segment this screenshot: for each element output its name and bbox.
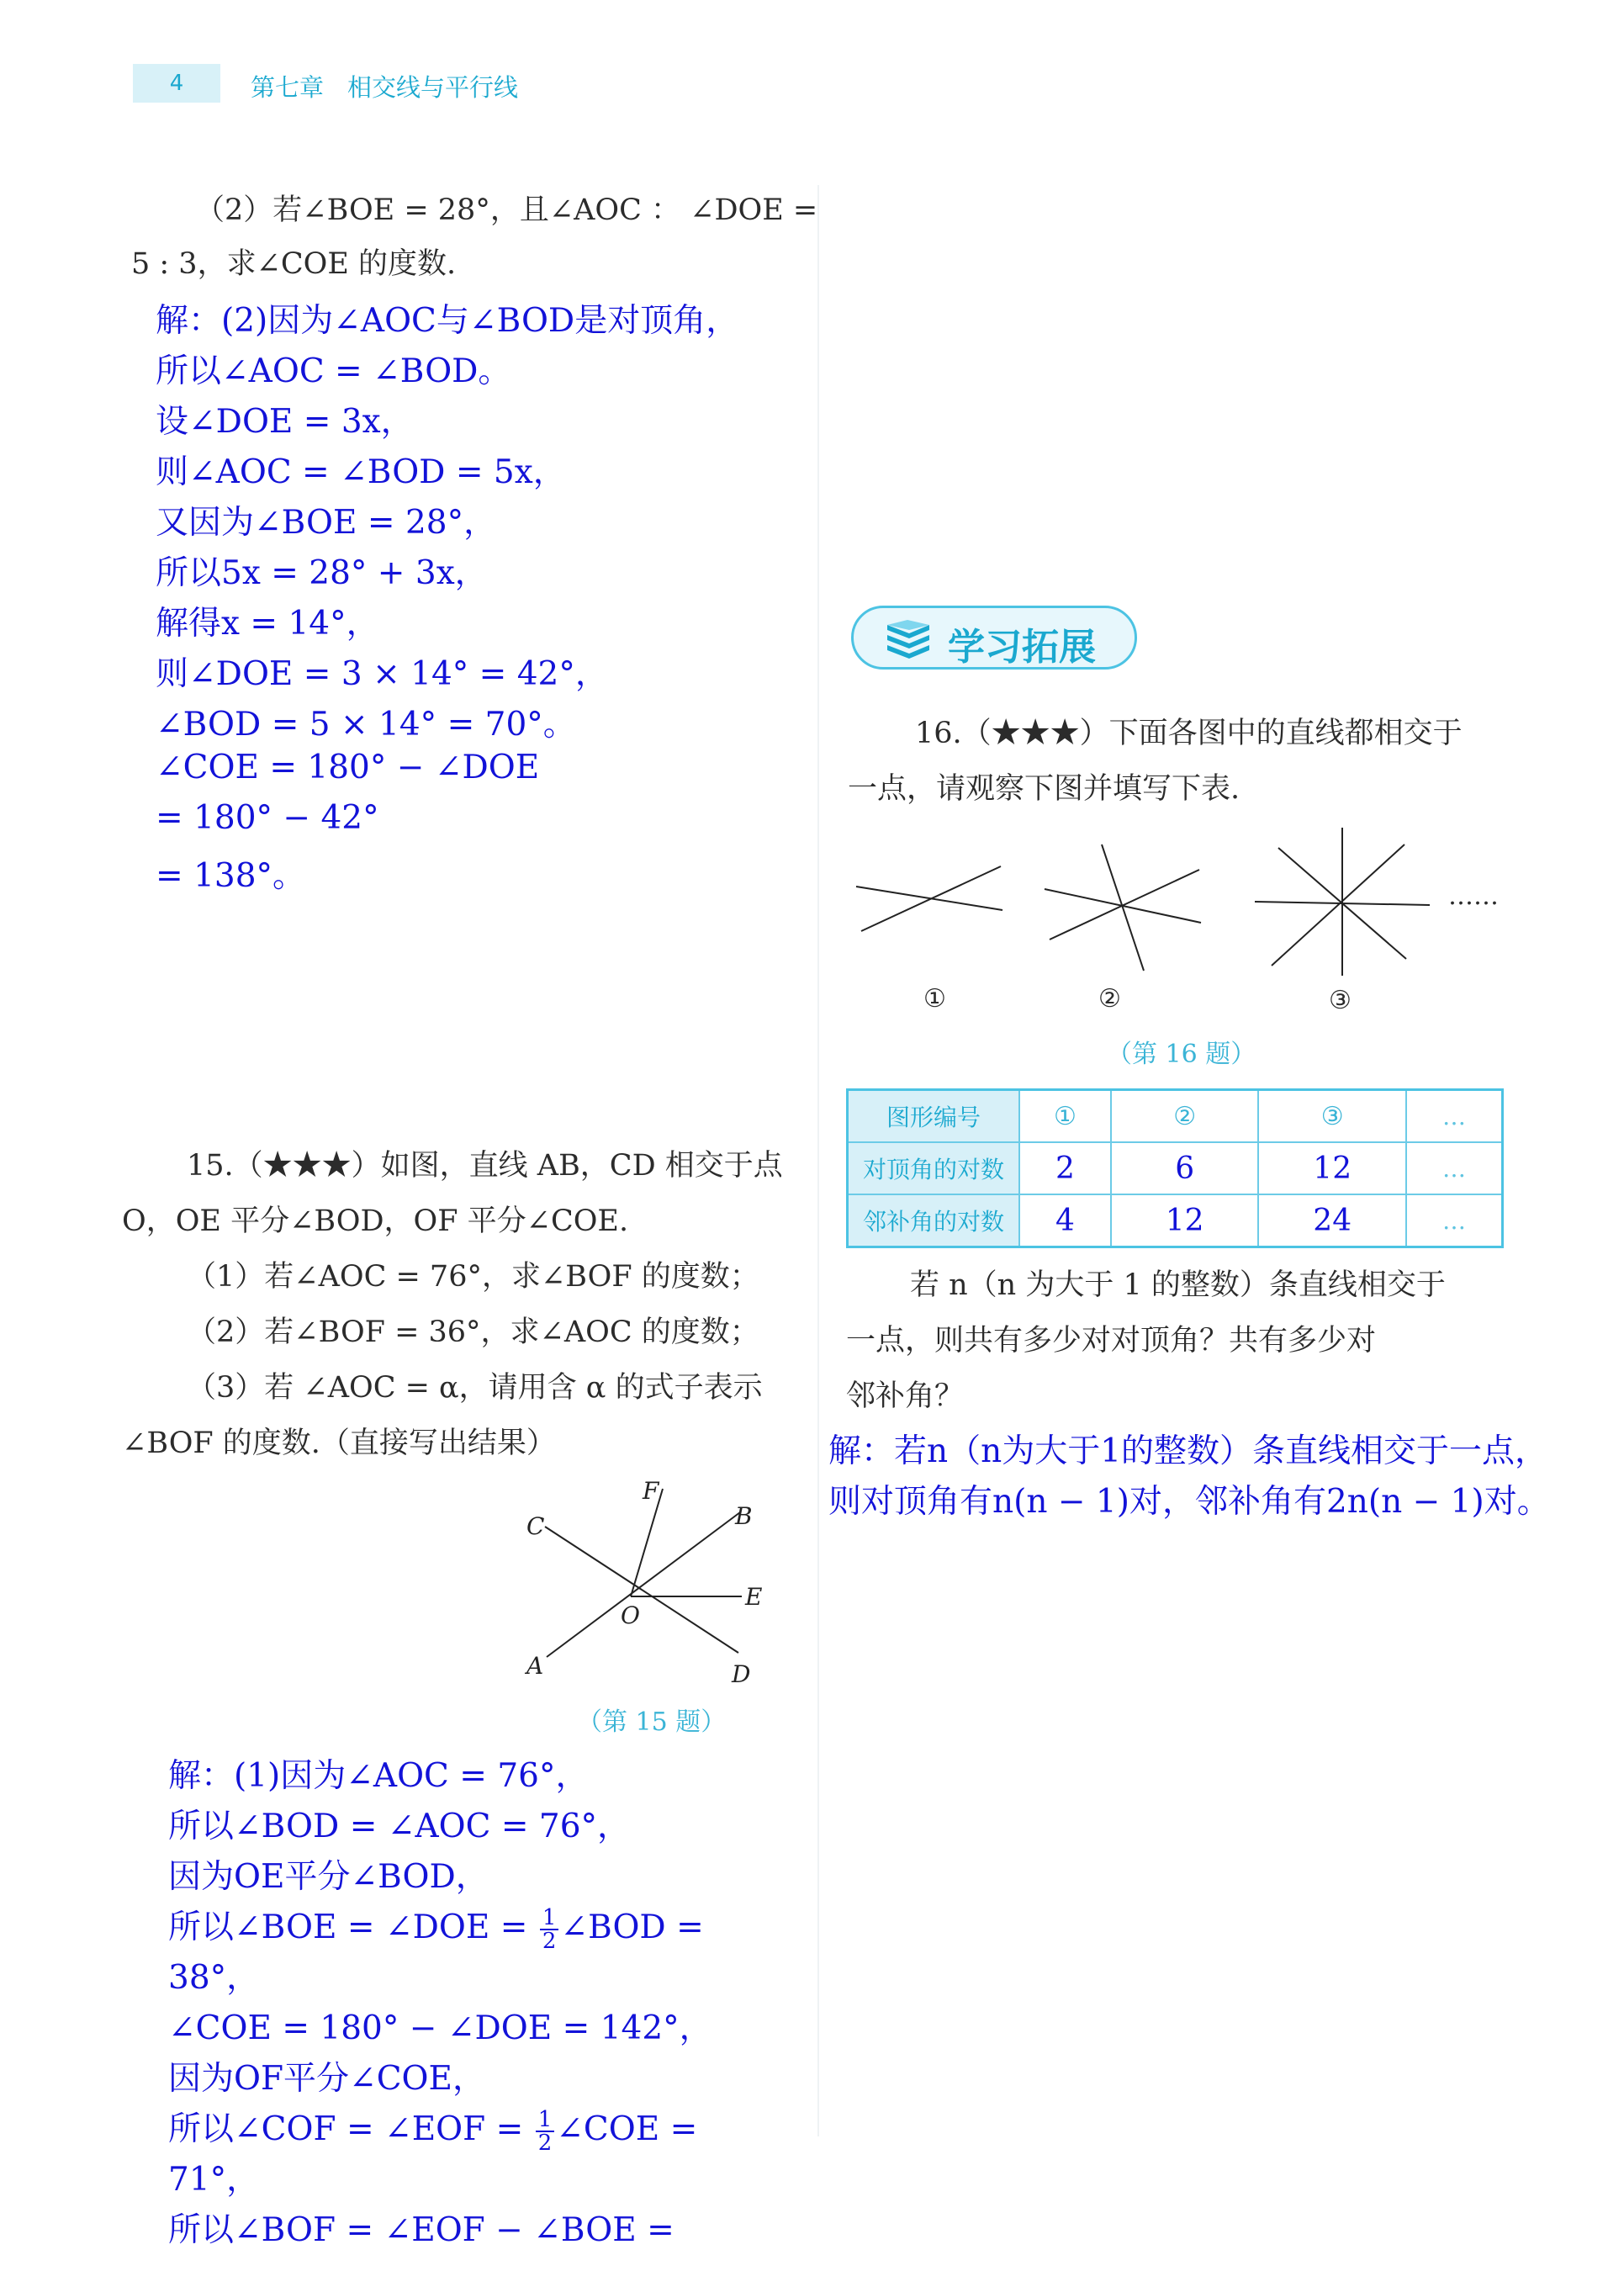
label-c: C <box>526 1512 545 1540</box>
table-row-label: 对顶角的对数 <box>848 1142 1020 1194</box>
q16-caption: （第 16 题） <box>1107 1040 1256 1069</box>
table-header-cell: ① <box>1019 1090 1111 1143</box>
q16-answer-line2: 则对顶角有n(n − 1)对，邻补角有2n(n − 1)对。 <box>828 1483 1550 1521</box>
q15-solution-text: ∠COE = <box>556 2110 698 2148</box>
fraction-denominator: 2 <box>542 1929 557 1954</box>
q14-solution-line: = 180° − 42° <box>156 799 379 837</box>
q15-figure <box>505 1464 774 1691</box>
figure-label-2: ② <box>1098 984 1121 1014</box>
figure-1 <box>856 866 1002 931</box>
q14-solution-line: 所以5x = 28° + 3x， <box>156 554 488 592</box>
fraction-denominator: 2 <box>537 2131 553 2156</box>
q15-line2: O，OE 平分∠BOD，OF 平分∠COE. <box>122 1204 629 1238</box>
banner-title: 学习拓展 <box>948 626 1096 669</box>
q16-line1: 16.（★★★）下面各图中的直线都相交于 <box>915 717 1463 750</box>
table-cell: 12 <box>1111 1194 1259 1247</box>
figure-label-3: ③ <box>1329 986 1352 1015</box>
fraction-half <box>540 1907 559 1952</box>
q15-solution-line: 所以∠BOD = ∠AOC = 76°， <box>168 1808 631 1845</box>
q15-part3-line1: （3）若 ∠AOC = α，请用含 α 的式子表示 <box>187 1371 763 1405</box>
q14-prompt-line2: 5 : 3，求∠COE 的度数. <box>131 247 457 281</box>
figure-label-1: ① <box>923 984 946 1014</box>
q15-solution-line: 因为OF平分∠COE， <box>168 2060 485 2098</box>
label-e: E <box>745 1583 763 1611</box>
q16-follow-line3: 邻补角？ <box>846 1379 965 1413</box>
q14-prompt-line1: （2）若∠BOE = 28°，且∠AOC ： ∠DOE = <box>195 193 818 227</box>
q14-solution-line: 设∠DOE = 3x， <box>156 403 414 441</box>
section-banner <box>851 606 1137 670</box>
table-header-cell: ② <box>1111 1090 1259 1143</box>
column-divider <box>817 185 819 2136</box>
chapter-header <box>251 69 518 103</box>
q14-solution-line: ∠BOD = 5 × 14° = 70°。 <box>156 706 576 744</box>
chapter-title: 相交线与平行线 <box>347 73 519 102</box>
q15-part1: （1）若∠AOC = 76°，求∠BOF 的度数； <box>187 1260 759 1294</box>
figure-3 <box>1255 828 1430 976</box>
fraction-half <box>536 2109 555 2154</box>
label-d: D <box>732 1660 751 1688</box>
table-header-cell: ③ <box>1258 1090 1406 1143</box>
table-cell: 6 <box>1111 1142 1259 1194</box>
q16-line2: 一点，请观察下图并填写下表. <box>848 772 1240 806</box>
q15-solution-line: 71°， <box>168 2161 260 2199</box>
q16-table <box>846 1088 1504 1248</box>
table-row <box>848 1142 1503 1194</box>
table-cell: 2 <box>1019 1142 1111 1194</box>
q15-caption: （第 15 题） <box>577 1707 727 1737</box>
q15-solution-line: 解：(1)因为∠AOC = 76°， <box>168 1757 589 1795</box>
table-header-row <box>848 1090 1503 1143</box>
table-header-cell: … <box>1406 1090 1503 1143</box>
q15-solution-line: 38°， <box>168 1959 260 1997</box>
q14-solution-line: 解：(2)因为∠AOC与∠BOD是对顶角， <box>156 302 739 340</box>
q14-solution-line: 则∠DOE = 3 × 14° = 42°， <box>156 655 608 693</box>
figure-ellipsis: …… <box>1448 881 1499 911</box>
q15-solution-line: 因为OE平分∠BOD， <box>168 1858 489 1896</box>
page-number: 4 <box>133 64 220 103</box>
label-o: O <box>621 1601 640 1629</box>
chapter-number: 第七章 <box>251 73 325 102</box>
q15-part3-line2: ∠BOF 的度数.（直接写出结果） <box>122 1427 556 1460</box>
label-a: A <box>526 1652 544 1680</box>
table-cell: 12 <box>1258 1142 1406 1194</box>
q15-solution-line <box>168 1901 704 1952</box>
q14-solution-line: 解得x = 14°， <box>156 605 379 643</box>
q15-solution-line: 所以∠BOF = ∠EOF − ∠BOE = <box>168 2211 674 2249</box>
table-cell: … <box>1406 1142 1503 1194</box>
q14-solution-line: 则∠AOC = ∠BOD = 5x， <box>156 453 566 491</box>
ray-of <box>631 1489 663 1596</box>
q15-solution-line <box>168 2103 697 2154</box>
table-header-cell: 图形编号 <box>848 1090 1020 1143</box>
q15-part2: （2）若∠BOF = 36°，求∠AOC 的度数； <box>187 1315 759 1349</box>
q16-answer-line1: 解：若n（n为大于1的整数）条直线相交于一点， <box>828 1432 1548 1470</box>
table-cell: 24 <box>1258 1194 1406 1247</box>
q16-follow-line1: 若 n（n 为大于 1 的整数）条直线相交于 <box>910 1268 1446 1302</box>
table-row <box>848 1194 1503 1247</box>
fraction-numerator: 1 <box>540 1907 559 1930</box>
books-icon <box>884 620 933 659</box>
table-row-label: 邻补角的对数 <box>848 1194 1020 1247</box>
q15-line1: 15.（★★★）如图，直线 AB，CD 相交于点 <box>187 1149 783 1183</box>
q14-solution-line: ∠COE = 180° − ∠DOE <box>156 749 540 786</box>
q15-solution-text: 所以∠BOE = ∠DOE = <box>168 1908 538 1946</box>
table-cell: 4 <box>1019 1194 1111 1247</box>
label-f: F <box>643 1477 659 1505</box>
q15-solution-text: ∠BOD = <box>560 1908 704 1946</box>
q14-solution-line: = 138°。 <box>156 857 306 895</box>
q14-solution-line: 所以∠AOC = ∠BOD。 <box>156 352 511 390</box>
q16-follow-line2: 一点，则共有多少对对顶角？共有多少对 <box>846 1324 1377 1358</box>
figure-2 <box>1045 844 1201 971</box>
line-cd <box>545 1527 738 1653</box>
table-cell: … <box>1406 1194 1503 1247</box>
q15-solution-line: ∠COE = 180° − ∠DOE = 142°， <box>168 2009 712 2047</box>
q15-solution-text: 所以∠COF = ∠EOF = <box>168 2110 534 2148</box>
q14-solution-line: 又因为∠BOE = 28°， <box>156 504 497 542</box>
q16-figures <box>849 818 1505 986</box>
fraction-numerator: 1 <box>536 2109 555 2132</box>
label-b: B <box>735 1502 753 1530</box>
